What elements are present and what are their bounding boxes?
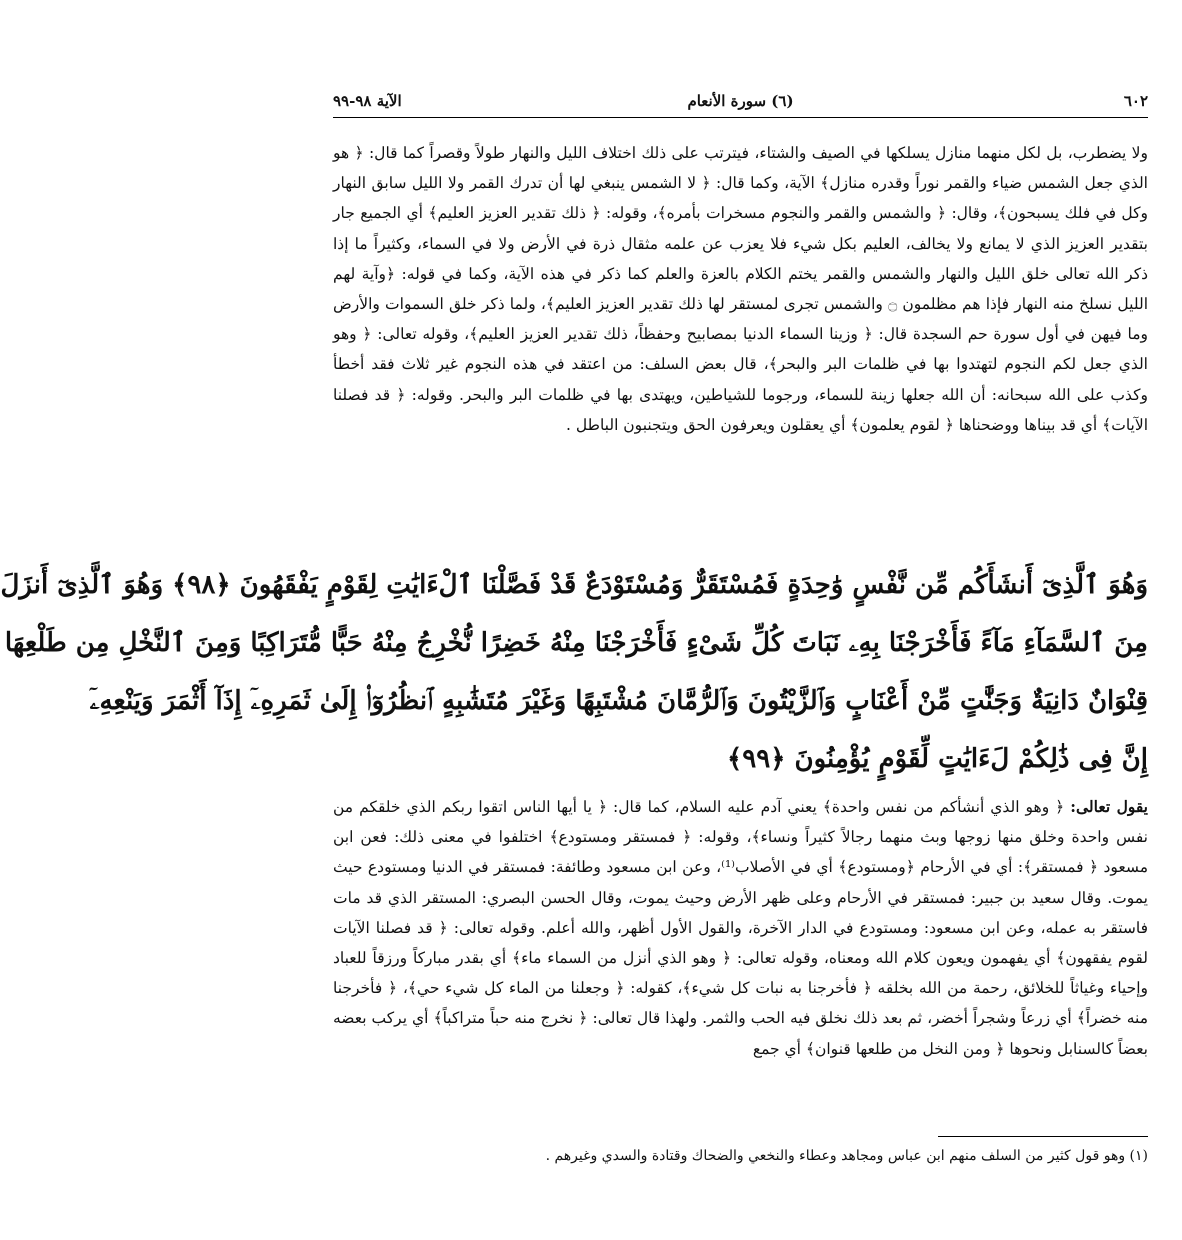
surah-title: (٦) سورة الأنعام — [687, 92, 794, 110]
page-header — [333, 90, 1148, 112]
verse-line: إِنَّ فِى ذَٰلِكُمْ لَءَايَٰتٍ لِّقَوْمٍ يُؤْمِنُونَ ﴿٩٩﴾ — [727, 744, 1148, 774]
paragraph-lead: يقول تعالى: — [1070, 797, 1148, 816]
commentary-paragraph-2 — [333, 792, 1148, 1064]
paragraph-body: ﴿ وهو الذي أنشأكم من نفس واحدة﴾ يعني آدم عليه السلام، كما قال: ﴿ يا أيها الناس اتقوا ربكم الذي خلقكم من نفس واحدة وخلق منها زوجها وبث منهما رجالاً كثيراً ونساء﴾، وقوله: ﴿ فمستقر ومستودع﴾ اختلفوا في معنى ذلك: فعن ابن مسعود ﴿ فمستقر﴾: أي في الأرحام ﴿ومستودع﴾ أي في الأصلاب⁽¹⁾، وعن ابن مسعود وطائفة: فمستقر في الدنيا ومستودع حيث يموت. وقال سعيد بن جبير: فمستقر في الأرحام وعلى ظهر الأرض وحيث يموت، وقال الحسن البصري: المستقر الذي قد مات فاستقر به عمله، وعن ابن مسعود: ومستودع في الدار الآخرة، والقول الأول أظهر، والله أعلم. وقوله تعالى: ﴿ قد فصلنا الآيات لقوم يفقهون﴾ أي يفهمون ويعون كلام الله ومعناه، وقوله تعالى: ﴿ وهو الذي أنزل من السماء ماء﴾ أي بقدر مباركاً ورزقاً للعباد وإحياء وغياثاً للخلائق، رحمة من الله بخلقه ﴿ فأخرجنا به نبات كل شيء﴾، كقوله: ﴿ وجعلنا من الماء كل شيء حي﴾، ﴿ فأخرجنا منه خضراً﴾ أي زرعاً وشجراً أخضر، ثم بعد ذلك نخلق فيه الحب والثمر. ولهذا قال تعالى: ﴿ نخرج منه حباً متراكباً﴾ أي يركب بعضه بعضاً كالسنابل ونحوها ﴿ ومن النخل من طلعها قنوان﴾ أي جمع — [333, 798, 1149, 1058]
verse-line: وَهُوَ ٱلَّذِىٓ أَنشَأَكُم مِّن نَّفْسٍ وَٰحِدَةٍ فَمُسْتَقَرٌّ وَمُسْتَوْدَعٌ قَدْ فَصَّلْنَا ٱلْءَايَٰتِ لِقَوْمٍ يَفْقَهُونَ ﴿٩٨﴾ وَهُوَ ٱلَّذِىٓ أَنزَلَ — [0, 570, 1148, 600]
commentary-paragraph-1: ولا يضطرب، بل لكل منهما منازل يسلكها في الصيف والشتاء، فيترتب على ذلك اختلاف الليل والنهار طولاً وقصراً كما قال: ﴿ هو الذي جعل الشمس ضياء والقمر نوراً وقدره منازل﴾ الآية، وكما قال: ﴿ لا الشمس ينبغي لها أن تدرك القمر ولا الليل سابق النهار وكل في فلك يسبحون﴾، وقال: ﴿ والشمس والقمر والنجوم مسخرات بأمره﴾، وقوله: ﴿ ذلك تقدير العزيز العليم﴾ أي الجميع جار بتقدير العزيز الذي لا يمانع ولا يخالف، العليم بكل شيء فلا يعزب عن علمه مثقال ذرة في الأرض ولا في السماء، وكثيراً ما إذا ذكر الله تعالى خلق الليل والنهار والشمس والقمر يختم الكلام بالعزة والعلم كما ذكر في هذه الآية، وكما في قوله: ﴿وآية لهم الليل نسلخ منه النهار فإذا هم مظلمون ۝ والشمس تجرى لمستقر لها ذلك تقدير العزيز العليم﴾، ولما ذكر خلق السموات والأرض وما فيهن في أول سورة حم السجدة قال: ﴿ وزينا السماء الدنيا بمصابيح وحفظاً، ذلك تقدير العزيز العليم﴾، وقوله تعالى: ﴿ وهو الذي جعل لكم النجوم لتهتدوا بها في ظلمات البر والبحر﴾، قال بعض السلف: من اعتقد في هذه النجوم غير ثلاث فقد أخطأ وكذب على الله سبحانه: أن الله جعلها زينة للسماء، ورجوما للشياطين، ويهتدى بها في ظلمات البر والبحر. وقوله: ﴿ قد فصلنا الآيات﴾ أي قد بيناها ووضحناها ﴿ لقوم يعلمون﴾ أي يعقلون ويعرفون الحق ويتجنبون الباطل . — [333, 144, 1148, 434]
header-rule — [333, 117, 1148, 118]
verse-line: قِنْوَانٌ دَانِيَةٌ وَجَنَّٰتٍ مِّنْ أَعْنَابٍ وَٱلزَّيْتُونَ وَٱلرُّمَّانَ مُشْتَبِهًا وَغَيْرَ مُتَشَٰبِهٍ ٱنظُرُوٓا۟ إِلَىٰ ثَمَرِهِۦٓ إِذَآ أَثْمَرَ وَيَنْعِهِۦٓ — [89, 686, 1148, 716]
footnote-rule — [938, 1136, 1148, 1137]
page-number: ٦٠٢ — [1123, 92, 1148, 110]
quran-verses — [0, 556, 1148, 788]
verse-line: مِنَ ٱلسَّمَآءِ مَآءً فَأَخْرَجْنَا بِهِۦ نَبَاتَ كُلِّ شَىْءٍ فَأَخْرَجْنَا مِنْهُ خَضِرًا نُّخْرِجُ مِنْهُ حَبًّا مُّتَرَاكِبًا وَمِنَ ٱلنَّخْلِ مِن طَلْعِهَا — [4, 628, 1148, 658]
footnote: (١) وهو قول كثير من السلف منهم ابن عباس ومجاهد وعطاء والنخعي والضحاك وقتادة والسدي وغيرهم . — [545, 1148, 1148, 1164]
ayah-range: الآية ٩٨-٩٩ — [333, 92, 402, 110]
